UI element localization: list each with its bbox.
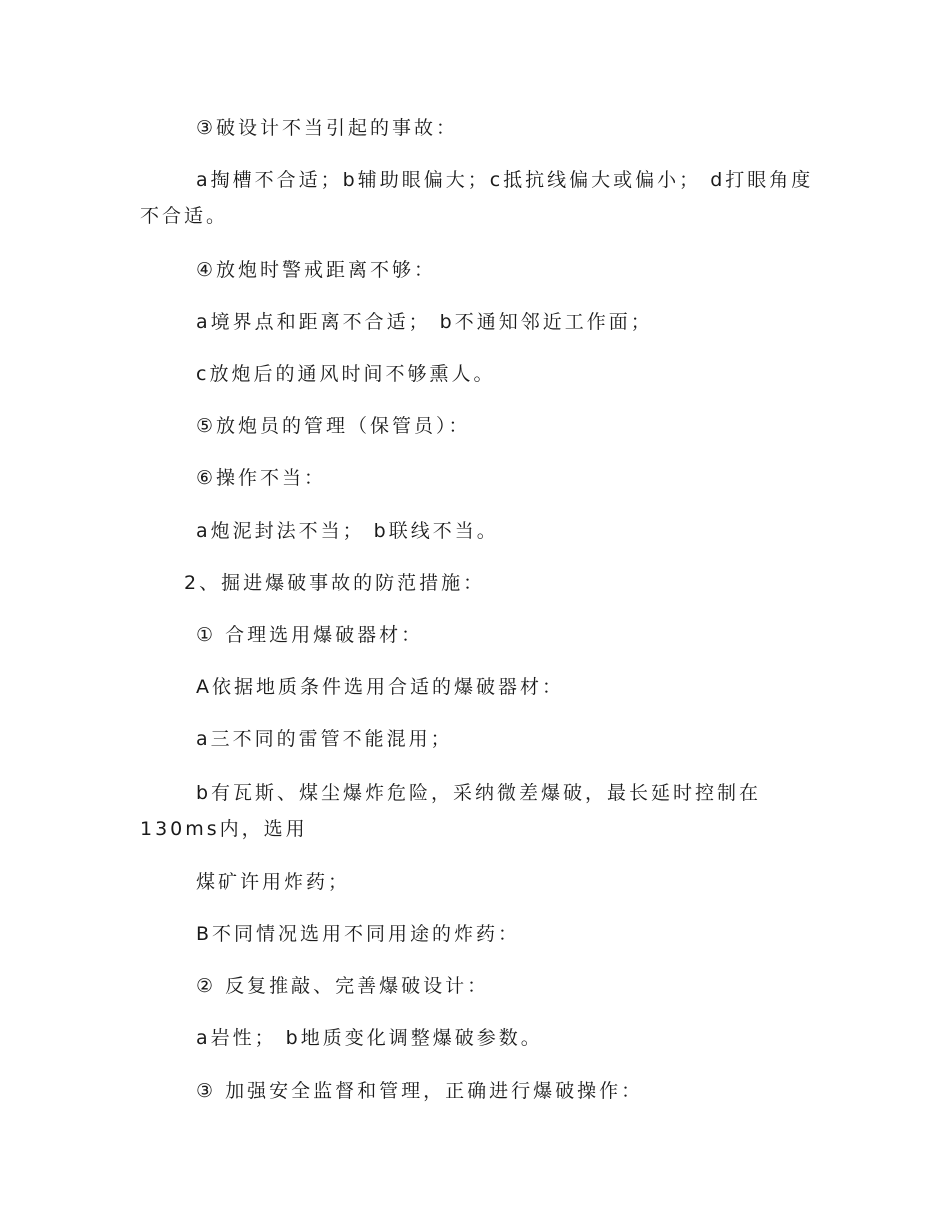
text-line: B不同情况选用不同用途的炸药： — [196, 923, 521, 945]
text-line: a三不同的雷管不能混用； — [196, 728, 453, 750]
text-line: ② 反复推敲、完善爆破设计： — [196, 975, 490, 997]
text-line: 不合适。 — [140, 205, 229, 227]
text-line: b有瓦斯、煤尘爆炸危险，采纳微差爆破，最长延时控制在 — [196, 782, 762, 804]
text-line: a炮泥封法不当； b联线不当。 — [196, 520, 499, 542]
text-line: a境界点和距离不合适； b不通知邻近工作面； — [196, 311, 653, 333]
text-line: c放炮后的通风时间不够熏人。 — [196, 363, 496, 385]
text-line: A依据地质条件选用合适的爆破器材： — [196, 676, 564, 698]
text-line: ③ 加强安全监督和管理，正确进行爆破操作： — [196, 1080, 644, 1102]
text-line: ⑤放炮员的管理（保管员）： — [196, 415, 471, 437]
text-line: ③破设计不当引起的事故： — [196, 117, 459, 139]
text-line: a岩性； b地质变化调整爆破参数。 — [196, 1027, 543, 1049]
text-line: 130ms内，选用 — [140, 818, 308, 840]
text-line: ④放炮时警戒距离不够： — [196, 259, 437, 281]
text-line: ① 合理选用爆破器材： — [196, 624, 424, 646]
text-line: 2、掘进爆破事故的防范措施： — [184, 572, 486, 594]
text-line: a掏槽不合适；b辅助眼偏大；c抵抗线偏大或偏小； d打眼角度 — [196, 169, 814, 191]
text-line: 煤矿许用炸药； — [196, 871, 351, 893]
text-line: ⑥操作不当： — [196, 467, 327, 489]
